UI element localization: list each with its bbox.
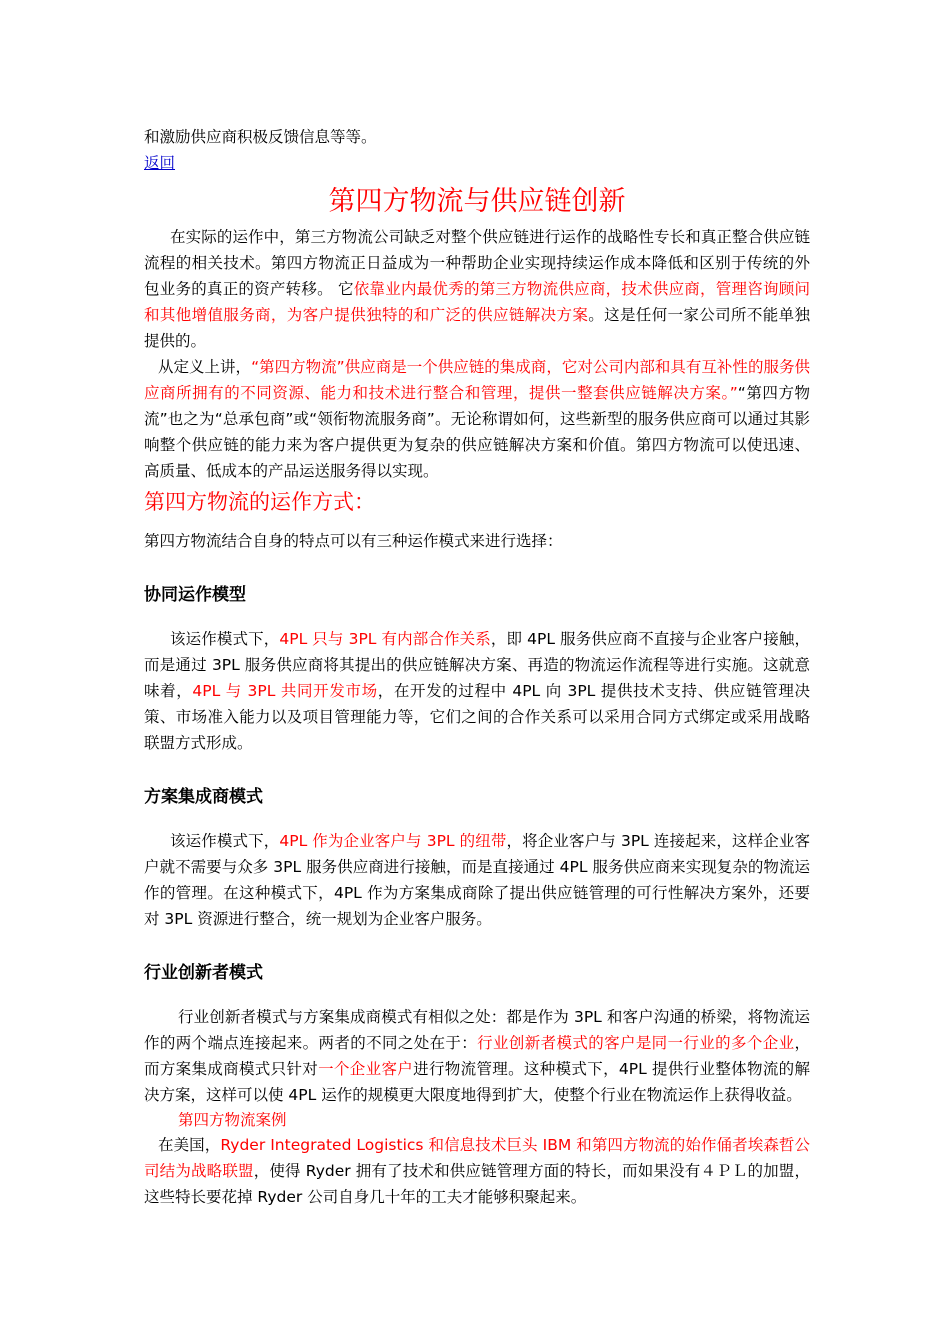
mode2-text-2: ，将企业客户与 3PL 连接起来，这样企业客户就不需要与众多 3PL 服务供应商进行接触，而是直接通过 4PL 服务供应商来实现复杂的物流运作的管理。在这种模式下，4PL 作为方案集成商除了提出供应链管理的可行性解决方案外，还要对 3PL 资源进行整合，统一规划为企业客户服务。 (144, 832, 810, 928)
mode3-text-3: 进行物流管理。这种模式下，4PL 提供行业整体物流的解决方案，这样可以使 4PL 运作的规模更大限度地得到扩大，使整个行业在物流运作上获得收益。 (144, 1060, 810, 1104)
mode3-text: 行业创新者模式与方案集成商模式有相似之处：都是作为 3PL 和客户沟通的桥梁，将物流运作的两个端点连接起来。两者的不同之处在于： (144, 1008, 810, 1052)
mode2-highlight: 4PL 作为企业客户与 3PL 的纽带 (279, 832, 507, 850)
mode2-paragraph (144, 828, 810, 932)
paragraph-2 (144, 354, 810, 484)
case-text: 在美国， (158, 1136, 221, 1154)
section-heading: 第四方物流的运作方式： (144, 490, 375, 514)
mode3-highlight-1: 行业创新者模式的客户是同一行业的多个企业 (477, 1034, 795, 1052)
document-page (144, 124, 810, 1210)
mode1-paragraph (144, 626, 810, 756)
paragraph-1-text-end: 。这是任何一家公司所不能单独提供的。 (144, 306, 810, 350)
paragraph-2-highlight: “第四方物流”供应商是一个供应链的集成商，它对公司内部和具有互补性的服务供应商所拥有的不同资源、能力和技术进行整合和管理，提供一整套供应链解决方案。” (144, 358, 810, 402)
case-paragraph (144, 1132, 810, 1210)
paragraph-1-text: 在实际的运作中，第三方物流公司缺乏对整个供应链进行运作的战略性专长和真正整合供应链流程的相关技术。第四方物流正日益成为一种帮助企业实现持续运作成本降低和区别于传统的外包业务的真正的资产转移。 它 (144, 228, 810, 298)
mode3-paragraph (144, 1004, 810, 1108)
case-text-2: ，使得 Ryder 拥有了技术和供应链管理方面的特长，而如果没有４ＰＬ的加盟，这些特长要花掉 Ryder 公司自身几十年的工夫才能够积聚起来。 (144, 1162, 810, 1206)
section-intro: 第四方物流结合自身的特点可以有三种运作模式来进行选择： (144, 532, 563, 550)
paragraph-2-text: 从定义上讲， (158, 358, 252, 376)
paragraph-1-highlight: 依靠业内最优秀的第三方物流供应商，技术供应商，管理咨询顾问和其他增值服务商，为客户提供独特的和广泛的供应链解决方案 (144, 280, 810, 324)
mode1-highlight-1: 4PL 只与 3PL 有内部合作关系 (279, 630, 491, 648)
mode1-text-2: ，即 4PL 服务供应商不直接与企业客户接触，而是通过 3PL 服务供应商将其提出的供应链解决方案、再造的物流运作流程等进行实施。这就意味着， (144, 630, 810, 700)
mode3-text-2: ，而方案集成商模式只针对 (144, 1034, 810, 1078)
case-highlight: Ryder Integrated Logistics 和信息技术巨头 IBM 和第四方物流的始作俑者埃森哲公司结为战略联盟 (144, 1136, 810, 1180)
paragraph-1 (144, 224, 810, 354)
case-heading: 第四方物流案例 (178, 1111, 287, 1129)
mode3-highlight-2: 一个企业客户 (318, 1060, 414, 1078)
back-link[interactable]: 返回 (144, 154, 176, 172)
paragraph-2-text-end: “第四方物流”也之为“总承包商”或“领衔物流服务商”。无论称谓如何，这些新型的服务供应商可以通过其影响整个供应链的能力来为客户提供更为复杂的供应链解决方案和价值。第四方物流可以使迅速、高质量、低成本的产品运送服务得以实现。 (144, 384, 810, 480)
mode2-text: 该运作模式下， (170, 832, 280, 850)
mode3-heading: 行业创新者模式 (144, 963, 263, 983)
intro-tail-text: 和激励供应商积极反馈信息等等。 (144, 128, 377, 146)
mode1-heading: 协同运作模型 (144, 585, 246, 605)
mode2-heading: 方案集成商模式 (144, 787, 263, 807)
mode1-highlight-2: 4PL 与 3PL 共同开发市场 (192, 682, 378, 700)
page-title: 第四方物流与供应链创新 (328, 186, 626, 217)
mode1-text-3: ，在开发的过程中 4PL 向 3PL 提供技术支持、供应链管理决策、市场准入能力以及项目管理能力等，它们之间的合作关系可以采用合同方式绑定或采用战略联盟方式形成。 (144, 682, 810, 752)
mode1-text: 该运作模式下， (170, 630, 280, 648)
